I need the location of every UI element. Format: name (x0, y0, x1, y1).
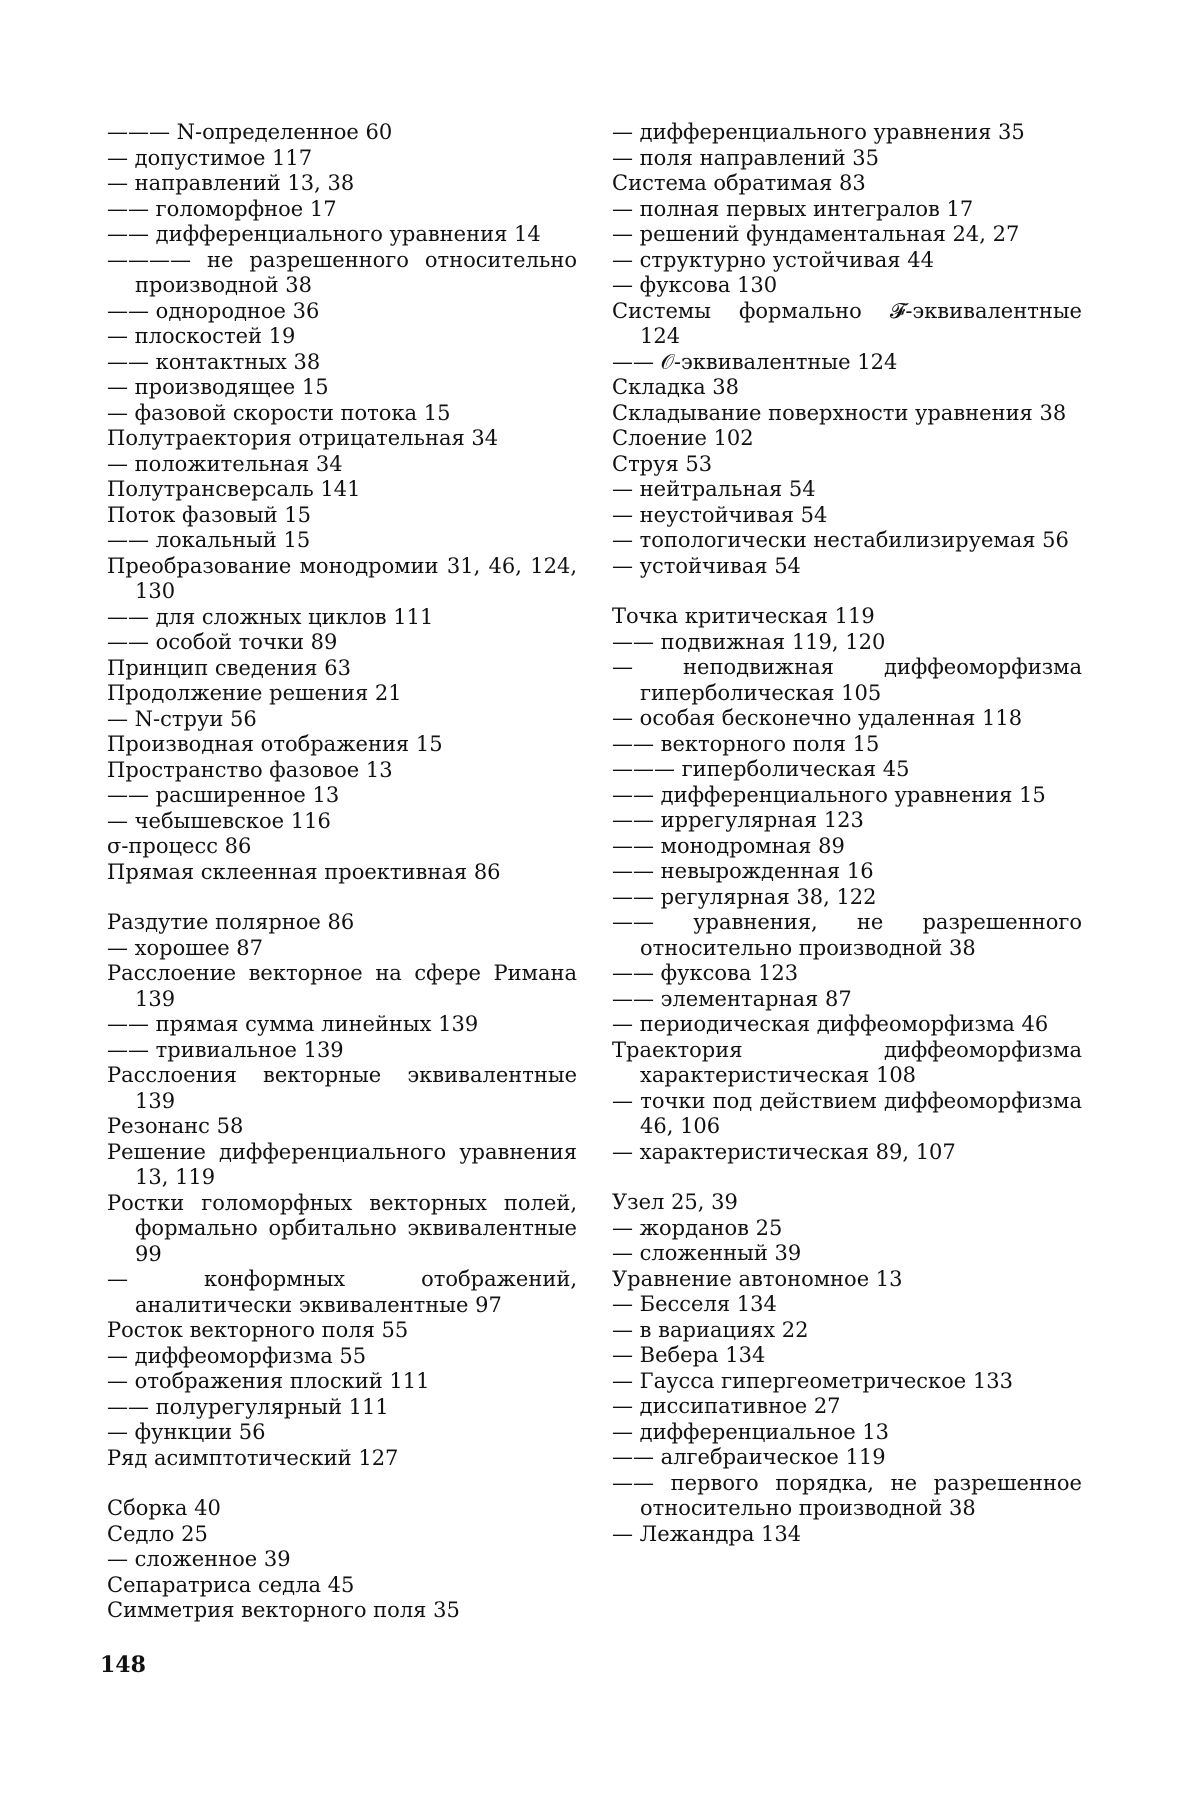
index-entry: Узел 25, 39 (612, 1190, 738, 1214)
index-entry: Прямая склеенная проективная 86 (107, 859, 501, 884)
index-entry: Складывание поверхности уравнения 38 (612, 400, 1067, 425)
index-entry: — жорданов 25 (612, 1215, 783, 1240)
index-entry: Расслоения векторные эквивалентные 139 (107, 1063, 577, 1113)
index-entry: — особая бесконечно удаленная 118 (612, 706, 1023, 730)
index-entry: — диссипативное 27 (612, 1394, 841, 1418)
index-entry: — неподвижная диффеоморфизма гиперболическая 105 (612, 655, 1082, 705)
index-entry: ——— гиперболическая 45 (612, 757, 910, 781)
index-entry: Системы формально 𝓕-эквивалентные 124 (612, 298, 1082, 348)
index-entry: —— невырожденная 16 (612, 859, 874, 883)
index-entry: — дифференциальное 13 (612, 1419, 890, 1444)
index-entry: — Вебера 134 (612, 1343, 766, 1367)
index-entry: — решений фундаментальная 24, 27 (612, 222, 1020, 246)
index-entry: —— тривиальное 139 (107, 1037, 344, 1062)
index-entry: —— прямая сумма линейных 139 (107, 1012, 479, 1036)
index-entry: ——— N-определенное 60 (107, 120, 393, 144)
index-entry: Резонанс 58 (107, 1114, 244, 1138)
index-entry: — в вариациях 22 (612, 1317, 809, 1342)
index-entry: — фуксова 130 (612, 273, 778, 297)
index-entry: Поток фазовый 15 (107, 502, 312, 527)
index-entry: —— для сложных циклов 111 (107, 604, 434, 629)
index-entry: —— первого порядка, не разрешенное относительно производной 38 (612, 1470, 1082, 1520)
index-entry: — полная первых интегралов 17 (612, 196, 974, 221)
index-entry: —— дифференциального уравнения 15 (612, 782, 1046, 807)
index-entry: —— полурегулярный 111 (107, 1394, 389, 1419)
index-entry: — диффеоморфизма 55 (107, 1343, 367, 1368)
index-entry: — положительная 34 (107, 451, 343, 476)
index-entry: Траектория диффеоморфизма характеристическая 108 (612, 1037, 1082, 1087)
index-entry: — Бесселя 134 (612, 1292, 777, 1316)
index-entry: Слоение 102 (612, 426, 754, 450)
index-entry: —— алгебраическое 119 (612, 1445, 886, 1469)
index-column-left (107, 120, 577, 1624)
index-entry: Преобразование монодромии 31, 46, 124, 130 (107, 553, 577, 603)
index-entry: Ряд асимптотический 127 (107, 1445, 399, 1470)
index-entry: — функции 56 (107, 1420, 266, 1444)
index-entry: — точки под действием диффеоморфизма 46, 106 (612, 1088, 1082, 1138)
index-entry: Сепаратриса седла 45 (107, 1572, 355, 1597)
index-column-right (612, 120, 1082, 1547)
index-entry: — поля направлений 35 (612, 145, 880, 170)
index-entry: — сложенное 39 (107, 1547, 291, 1571)
index-entry: —— подвижная 119, 120 (612, 629, 886, 654)
index-entry: —— 𝒪-эквивалентные 124 (612, 349, 898, 374)
index-entry: Ростки голоморфных векторных полей, формально орбитально эквивалентные 99 (107, 1190, 577, 1266)
index-entry: —— иррегулярная 123 (612, 808, 864, 832)
index-entry: Полутрансверсаль 141 (107, 477, 361, 501)
index-entry: Раздутие полярное 86 (107, 910, 355, 934)
index-entry: —— уравнения, не разрешенного относительно производной 38 (612, 910, 1082, 960)
index-entry: — отображения плоский 111 (107, 1369, 430, 1393)
index-entry: — Лежандра 134 (612, 1521, 802, 1546)
index-entry: —— голоморфное 17 (107, 196, 337, 221)
index-entry: — хорошее 87 (107, 935, 264, 960)
index-entry: — чебышевское 116 (107, 808, 331, 833)
index-entry: —— элементарная 87 (612, 986, 852, 1011)
index-entry: —— расширенное 13 (107, 783, 340, 807)
section-gap (107, 1471, 577, 1496)
index-entry: Уравнение автономное 13 (612, 1266, 903, 1291)
index-entry: — дифференциального уравнения 35 (612, 120, 1025, 144)
index-entry: Полутраектория отрицательная 34 (107, 426, 499, 450)
index-entry: ———— не разрешенного относительно производной 38 (107, 247, 577, 297)
index-entry: — допустимое 117 (107, 145, 313, 170)
index-entry: — N-струи 56 (107, 706, 257, 731)
index-entry: Принцип сведения 63 (107, 655, 351, 680)
index-entry: Пространство фазовое 13 (107, 757, 393, 782)
index-entry: —— контактных 38 (107, 349, 321, 374)
index-entry: — конформных отображений, аналитически эквивалентные 97 (107, 1267, 577, 1317)
index-entry: — нейтральная 54 (612, 477, 816, 501)
index-entry: Решение дифференциального уравнения 13, 119 (107, 1139, 577, 1189)
index-entry: Симметрия векторного поля 35 (107, 1598, 460, 1622)
index-entry: σ-процесс 86 (107, 834, 252, 858)
index-entry: Складка 38 (612, 375, 740, 399)
index-entry: — неустойчивая 54 (612, 502, 828, 527)
index-entry: Продолжение решения 21 (107, 681, 402, 705)
index-entry: —— фуксова 123 (612, 961, 799, 985)
index-entry: —— дифференциального уравнения 14 (107, 222, 541, 246)
index-entry: — периодическая диффеоморфизма 46 (612, 1012, 1049, 1036)
index-entry: Система обратимая 83 (612, 171, 866, 195)
index-entry: — производящее 15 (107, 375, 329, 399)
index-entry: — сложенный 39 (612, 1241, 802, 1265)
section-gap (612, 579, 1082, 604)
index-entry: — топологически нестабилизируемая 56 (612, 528, 1069, 552)
index-entry: —— монодромная 89 (612, 833, 845, 858)
index-entry: — Гаусса гипергеометрическое 133 (612, 1368, 1013, 1393)
index-entry: —— однородное 36 (107, 298, 320, 323)
index-entry: —— векторного поля 15 (612, 731, 880, 756)
index-entry: Струя 53 (612, 451, 713, 476)
index-entry: — устойчивая 54 (612, 553, 801, 578)
index-entry: — направлений 13, 38 (107, 171, 355, 195)
index-entry: Росток векторного поля 55 (107, 1318, 409, 1342)
section-gap (612, 1165, 1082, 1190)
index-entry: —— регулярная 38, 122 (612, 884, 877, 909)
index-entry: Точка критическая 119 (612, 604, 875, 628)
index-entry: —— локальный 15 (107, 528, 311, 552)
page-number: 148 (100, 1652, 146, 1678)
index-entry: Сборка 40 (107, 1496, 221, 1520)
index-entry: — структурно устойчивая 44 (612, 247, 934, 272)
index-entry: Расслоение векторное на сфере Римана 139 (107, 961, 577, 1011)
index-entry: — плоскостей 19 (107, 324, 296, 348)
index-entry: — характеристическая 89, 107 (612, 1139, 956, 1164)
index-entry: — фазовой скорости потока 15 (107, 400, 451, 425)
index-entry: Производная отображения 15 (107, 732, 443, 756)
index-entry: —— особой точки 89 (107, 630, 338, 654)
index-entry: Седло 25 (107, 1521, 208, 1546)
section-gap (107, 885, 577, 910)
